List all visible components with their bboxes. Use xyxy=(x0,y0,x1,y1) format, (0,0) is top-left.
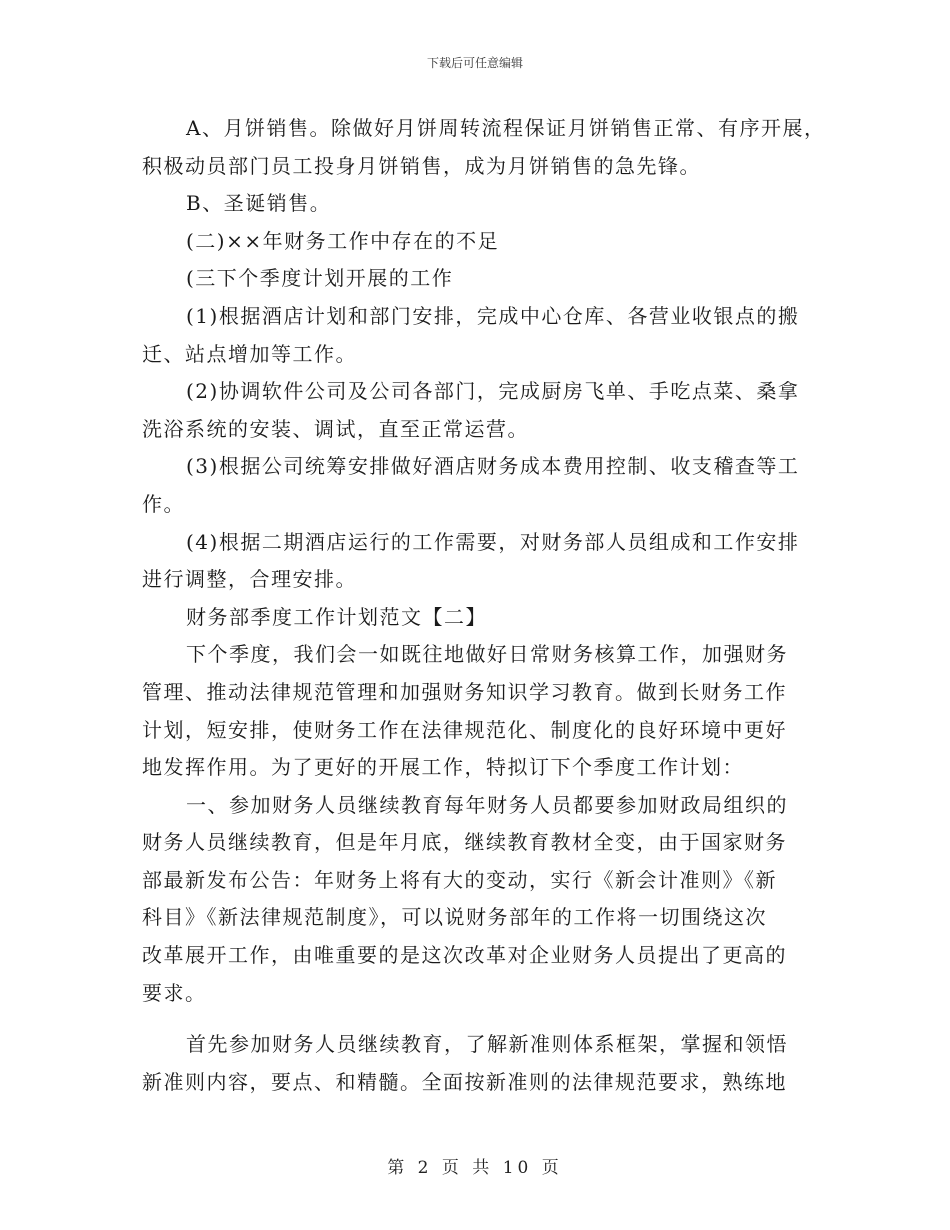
text-line: 管理、推动法律规范管理和加强财务知识学习教育。做到长财务工作 xyxy=(142,679,787,704)
text-line: (2)协调软件公司及公司各部门，完成厨房飞单、手吃点菜、桑拿 xyxy=(186,379,800,404)
text-line: 新准则内容，要点、和精髓。全面按新准则的法律规范要求，熟练地 xyxy=(142,1069,787,1094)
text-line: B、圣诞销售。 xyxy=(186,191,332,216)
text-line: 首先参加财务人员继续教育，了解新准则体系框架，掌握和领悟 xyxy=(186,1032,788,1057)
text-line: 积极动员部门员工投身月饼销售，成为月饼销售的急先锋。 xyxy=(142,153,701,178)
text-line: 改革展开工作，由唯重要的是这次改革对企业财务人员提出了更高的 xyxy=(142,943,787,968)
text-line: 部最新发布公告：年财务上将有大的变动，实行《新会计准则》《新 xyxy=(142,867,777,892)
paragraph-gap xyxy=(142,1012,812,1026)
text-line: 地发挥作用。为了更好的开展工作，特拟订下个季度工作计划： xyxy=(142,755,744,780)
text-line: (1)根据酒店计划和部门安排，完成中心仓库、各营业收银点的搬 xyxy=(186,303,800,328)
text-line: 洗浴系统的安装、调试，直至正常运营。 xyxy=(142,416,529,441)
text-line: (三下个季度计划开展的工作 xyxy=(186,266,454,291)
text-line: 财务部季度工作计划范文【二】 xyxy=(186,604,487,629)
text-line: 要求。 xyxy=(142,980,207,1005)
page-footer: 第 2 页 共 10 页 xyxy=(387,1158,563,1178)
text-line: A、月饼销售。除做好月饼周转流程保证月饼销售正常、有序开展， xyxy=(186,116,826,140)
page-header: 下载后可任意编辑 xyxy=(426,56,523,70)
text-line: (4)根据二期酒店运行的工作需要，对财务部人员组成和工作安排 xyxy=(186,529,800,554)
text-line: 进行调整，合理安排。 xyxy=(142,567,357,592)
text-line: 一、参加财务人员继续教育每年财务人员都要参加财政局组织的 xyxy=(186,792,788,817)
text-line: 财务人员继续教育，但是年月底，继续教育教材全变，由于国家财务 xyxy=(142,830,787,855)
text-line: 作。 xyxy=(142,491,185,516)
document-body xyxy=(142,110,826,1101)
text-line: 计划，短安排，使财务工作在法律规范化、制度化的良好环境中更好 xyxy=(142,717,787,742)
text-line: (3)根据公司统筹安排做好酒店财务成本费用控制、收支稽查等工 xyxy=(186,454,800,479)
text-line: 下个季度，我们会一如既往地做好日常财务核算工作，加强财务 xyxy=(186,642,788,667)
text-line: 科目》《新法律规范制度》，可以说财务部年的工作将一切围绕这次 xyxy=(142,905,767,930)
text-line: (二)××年财务工作中存在的不足 xyxy=(186,228,500,253)
text-line: 迁、站点增加等工作。 xyxy=(142,341,357,366)
